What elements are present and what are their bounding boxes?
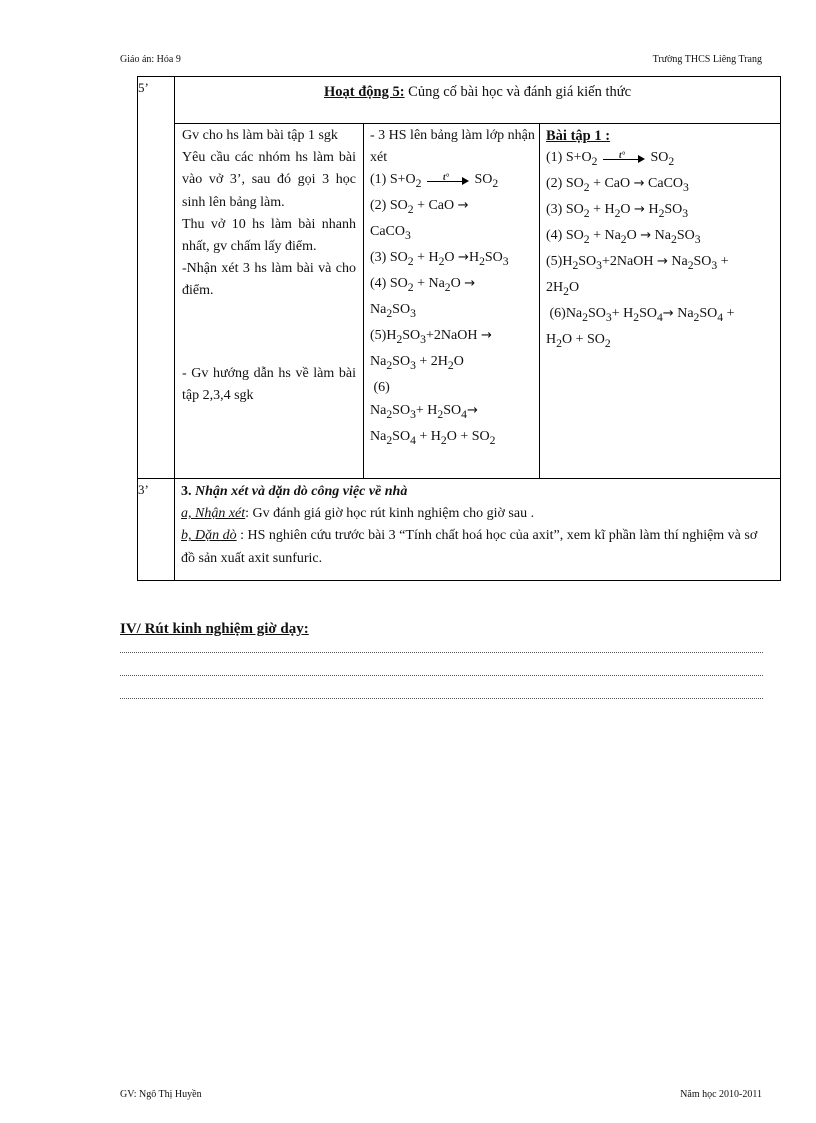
- arrow-icon: →: [466, 402, 478, 418]
- arrow-icon: →: [640, 228, 652, 244]
- arrow-icon: →: [458, 250, 469, 266]
- student-column: [364, 124, 540, 479]
- teacher-column: [175, 124, 364, 479]
- dotted-line: [120, 652, 763, 653]
- answer-eq2: (2) $SO_2$ + CaO → CaCO$_3$: [546, 176, 689, 194]
- student-eq6: (6) $Na_2SO_3+ H_2SO_4\to$ $Na_2SO_4 + H_2O + SO_2$: [370, 380, 496, 447]
- teacher-p2: Yêu cầu các nhóm hs làm bài vào vở 3’, sau đó gọi 3 học sinh lên bảng làm.: [182, 150, 356, 210]
- footer-right: Năm học 2010-2011: [680, 1089, 762, 1100]
- answer-eq1: (1) $S+O_2$ t° $SO_2$: [546, 149, 675, 168]
- student-eq1: (1) $S+O_2$ t° $SO_2$: [370, 172, 499, 191]
- activity-content-row: [138, 124, 781, 479]
- student-eq5: $(5)H_2SO_3+2NaOH$ → $Na_2SO_3 + 2H_2O$: [370, 328, 492, 373]
- student-intro: - 3 HS lên bảng làm lớp nhận xét: [370, 128, 535, 166]
- student-eq4: (4) $SO_2 + Na_2O$ → $Na_2SO_3$: [370, 276, 476, 321]
- reflection-title: IV/ Rút kinh nghiệm giờ dạy:: [120, 621, 309, 637]
- teacher-p3: Thu vở 10 hs làm bài nhanh nhất, gv chấm lấy điểm.: [182, 216, 356, 255]
- activity-time: 5’: [138, 77, 175, 479]
- answer-column: [540, 124, 781, 479]
- arrow-icon: →: [464, 276, 476, 292]
- footer-left: GV: Ngô Thị Huyền: [120, 1089, 202, 1100]
- teacher-p5: - Gv hướng dẫn hs về làm bài tập 2,3,4 sgk: [182, 365, 356, 403]
- activity-title-text: Củng cố bài học và đánh giá kiến thức: [404, 84, 632, 100]
- activity-title-row: [138, 77, 781, 124]
- homework-title: 3. Nhận xét và dặn dò công việc về nhà: [181, 484, 408, 499]
- dotted-line: [120, 675, 763, 676]
- student-eq3: (3) $SO_2 + H_2O \to H_2SO_3$: [370, 250, 509, 269]
- answer-eq4: (4) $SO_2 + Na_2O \to Na_2SO_3$: [546, 228, 701, 246]
- activity-title-label: Hoạt động 5:: [323, 84, 405, 100]
- arrow-icon: →: [633, 176, 645, 192]
- answer-eq6: $(6)Na_2SO_3+ H_2SO_4\to Na_2SO_4$ + $H_2O + SO_2$: [546, 306, 735, 350]
- heat-arrow-icon: t°: [427, 175, 469, 185]
- homework-time: 3’: [138, 479, 175, 581]
- activity-title-cell: [175, 77, 781, 124]
- homework-a: a, Nhận xét: Gv đánh giá giờ học rút kinh nghiệm cho giờ sau .: [181, 506, 535, 522]
- teacher-p1: Gv cho hs làm bài tập 1 sgk: [182, 128, 338, 143]
- answer-eq3: (3) $SO_2 + H_2O \to H_2SO_3$: [546, 202, 689, 220]
- dotted-line: [120, 698, 763, 699]
- header-right: Trường THCS Liêng Trang: [652, 54, 762, 65]
- arrow-icon: →: [634, 202, 645, 218]
- arrow-icon: →: [480, 328, 492, 344]
- heat-arrow-icon: t°: [603, 153, 645, 163]
- answer-eq5: $(5)H_2SO_3+2NaOH \to Na_2SO_3$ + $2H_2O$: [546, 254, 729, 298]
- homework-b: b, Dặn dò : HS nghiên cứu trước bài 3 “Tính chất hoá học của axit”, xem kĩ phần làm thí nghiệm và sơ đồ sản xuất axit sunfuric.: [181, 528, 758, 566]
- student-eq2: (2) $SO_2$ + CaO → CaCO$_3$: [370, 198, 469, 243]
- lesson-table: [137, 76, 781, 581]
- exercise-title: Bài tập 1 :: [546, 128, 611, 144]
- teacher-p4: -Nhận xét 3 hs làm bài và cho điểm.: [182, 261, 356, 299]
- header-left: Giáo án: Hóa 9: [120, 54, 181, 65]
- arrow-icon: →: [656, 254, 668, 270]
- arrow-icon: →: [662, 306, 674, 322]
- homework-row: [138, 479, 781, 581]
- arrow-icon: →: [457, 198, 469, 214]
- homework-cell: [175, 479, 781, 581]
